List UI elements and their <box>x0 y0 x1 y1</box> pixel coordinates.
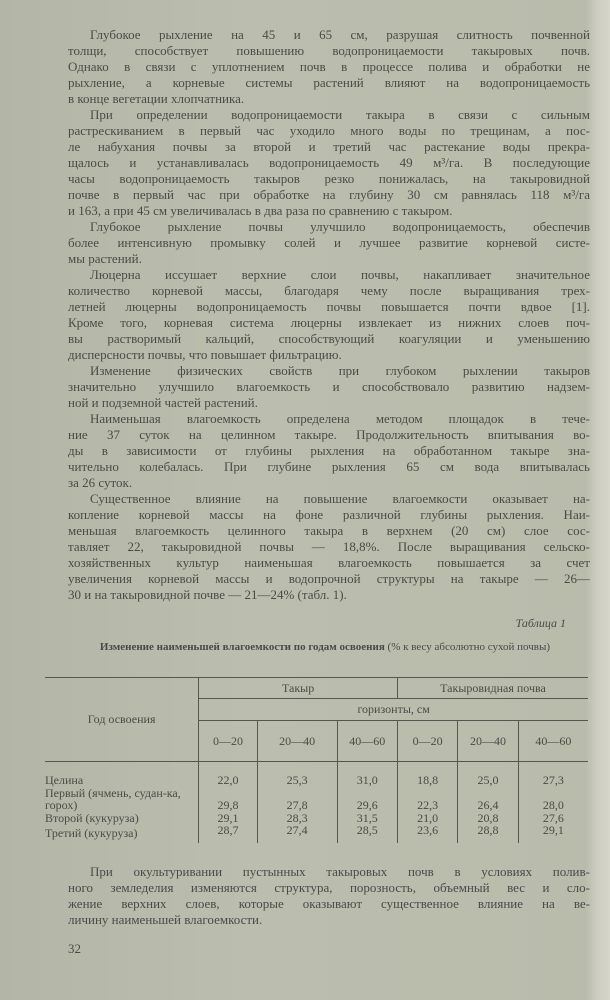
text-line: растрескиванием в первый час уходило много воды по трещинам, а пос- <box>68 123 590 138</box>
cell-value: 28,8 <box>458 824 518 843</box>
cell-value: 26,4 <box>458 787 518 812</box>
cell-value: 27,8 <box>257 787 337 812</box>
text-line: ды в зависимости от глубины рыхления на обработанном такыре зна- <box>68 443 590 458</box>
cell-value: 29,6 <box>337 787 397 812</box>
column-header: 20—40 <box>257 721 337 762</box>
text-line: рыхление, а корневые системы растений влияют на водопроницаемость <box>68 75 590 90</box>
text-line: Кроме того, корневая система люцерны извлекает из нижних слоев поч- <box>68 315 590 330</box>
data-table <box>45 677 588 843</box>
paragraph <box>68 219 590 267</box>
table-row <box>45 812 588 825</box>
text-line: ние 37 суток на целинном такыре. Продолжительность впитывания во- <box>68 427 590 442</box>
text-line: количество корневой массы, благодаря чему после выращивания трех- <box>68 283 590 298</box>
cell-value: 25,3 <box>257 762 337 787</box>
cell-value: 21,0 <box>397 812 457 825</box>
text-line: меньшая влагоемкость целинного такыра в верхнем (20 см) слое сос- <box>68 523 590 538</box>
table-row <box>45 787 588 812</box>
cell-value: 22,3 <box>397 787 457 812</box>
body-text <box>68 27 590 603</box>
text-line: ле набухания почвы за второй и третий час растекание воды прекра- <box>68 139 590 154</box>
row-label: Первый (ячмень, судан-ка, горох) <box>45 785 181 812</box>
paragraph <box>68 491 590 603</box>
column-header: 20—40 <box>458 721 518 762</box>
subheader-horizons: горизонты, см <box>199 699 588 721</box>
text-line: хозяйственных культур наименьшая влагоемкость повышается за счет <box>68 555 590 570</box>
row-label: Целина <box>45 773 84 787</box>
paragraph <box>68 27 590 107</box>
cell-value: 28,3 <box>257 812 337 825</box>
group-header-takyr: Такыр <box>199 678 398 699</box>
text-line: и 163, а при 45 см увеличивалась в два раза по сравнению с такыром. <box>68 203 453 218</box>
text-line: личину наименьшей влагоемкости. <box>68 912 263 927</box>
text-line: При окультуривании пустынных такыровых почв в условиях полив- <box>90 864 590 879</box>
column-header: 40—60 <box>337 721 397 762</box>
text-line: значительно улучшило влагоемкость и способствовало развитию надзем- <box>68 379 590 394</box>
text-line: почве в первый час при обработке на глубину 30 см равнялась 118 м³/га <box>68 187 590 202</box>
table-row <box>45 824 588 843</box>
text-line: Наименьшая влагоемкость определена методом площадок в тече- <box>90 411 590 426</box>
text-line: Однако в связи с уплотнением почв в процессе полива и обработки не <box>68 59 590 74</box>
cell-value: 22,0 <box>199 762 257 787</box>
text-line: При определении водопроницаемости такыра в связи с сильным <box>90 107 590 122</box>
paragraph <box>68 267 590 363</box>
closing-paragraph <box>68 864 590 928</box>
text-line: Существенное влияние на повышение влагоемкости оказывает на- <box>90 491 590 506</box>
column-header: 0—20 <box>199 721 257 762</box>
cell-value: 27,6 <box>518 812 588 825</box>
cell-value: 29,1 <box>199 812 257 825</box>
paragraph <box>68 363 590 411</box>
text-line: более интенсивную промывку солей и лучшее развитие корневой систе- <box>68 235 590 250</box>
text-line: ной и подземной частей растений. <box>68 395 258 410</box>
table-row <box>45 762 588 787</box>
table-caption-units: (% к весу абсолютно сухой почвы) <box>387 641 551 653</box>
row-label: Второй (кукуруза) <box>45 810 139 825</box>
text-line: мы растений. <box>68 251 142 266</box>
cell-value: 29,8 <box>199 787 257 812</box>
cell-value: 20,8 <box>458 812 518 825</box>
column-header: 0—20 <box>397 721 457 762</box>
cell-value: 23,6 <box>397 824 457 843</box>
cell-value: 18,8 <box>397 762 457 787</box>
paragraph <box>68 411 590 491</box>
cell-value: 29,1 <box>518 824 588 843</box>
row-label: Третий (кукуруза) <box>45 826 138 840</box>
text-line: за 26 суток. <box>68 475 133 490</box>
text-line: летней люцерны водопроницаемость почвы повышается почти вдвое [1]. <box>68 299 590 314</box>
cell-value: 25,0 <box>458 762 518 787</box>
text-line: толщи, способствует повышению водопроницаемости такыровых почв. <box>68 43 590 58</box>
text-line: Глубокое рыхление на 45 и 65 см, разрушая слитность почвенной <box>90 27 590 42</box>
text-line: щалось и устанавливалась водопроницаемость 49 м³/га. В последующие <box>68 155 590 170</box>
text-line: часы водопроницаемость такыров резко понижалась, на такыровидной <box>68 171 590 186</box>
text-line: тавляет 22, такыровидной почвы — 18,8%. После выращивания сельско- <box>68 539 590 554</box>
column-header: 40—60 <box>518 721 588 762</box>
text-line: вы растворимый кальций, способствующий коагуляции и уменьшению <box>68 331 590 346</box>
text-line: дисперсности почвы, что повышает фильтрацию. <box>68 347 342 362</box>
cell-value: 28,0 <box>518 787 588 812</box>
text-line: Глубокое рыхление почвы улучшило водопроницаемость, обеспечив <box>90 219 590 234</box>
cell-value: 27,3 <box>518 762 588 787</box>
text-line: ного земледелия изменяются структура, порозность, объемный вес и сло- <box>68 880 590 895</box>
page-number: 32 <box>68 941 81 956</box>
table-caption <box>60 640 590 654</box>
text-line: Изменение физических свойств при глубоком рыхлении такыров <box>90 363 590 378</box>
group-header-takyrovidnaya: Такыровидная почва <box>397 678 588 699</box>
row-header: Год освоения <box>45 678 199 762</box>
cell-value: 28,5 <box>337 824 397 843</box>
text-line: в конце вегетации хлопчатника. <box>68 91 245 106</box>
cell-value: 28,7 <box>199 824 257 843</box>
text-line: Люцерна иссушает верхние слои почвы, накапливает значительное <box>90 267 590 282</box>
text-line: копление корневой массы на фоне различной глубины рыхления. Наи- <box>68 507 590 522</box>
cell-value: 27,4 <box>257 824 337 843</box>
table-caption-title: Изменение наименьшей влагоемкости по годам освоения <box>99 641 385 653</box>
text-line: увеличения корневой массы и водопрочной структуры на такыре — 26— <box>68 571 590 586</box>
text-line: чительно колебалась. При глубине рыхления 65 см вода впитывалась <box>68 459 590 474</box>
table-number: Таблица 1 <box>515 616 566 630</box>
paragraph <box>68 107 590 219</box>
cell-value: 31,5 <box>337 812 397 825</box>
text-line: 30 и на такыровидной почве — 21—24% (табл. 1). <box>68 587 347 602</box>
cell-value: 31,0 <box>337 762 397 787</box>
text-line: жение верхних слоев, которые оказывают существенное влияние на ве- <box>68 896 590 911</box>
